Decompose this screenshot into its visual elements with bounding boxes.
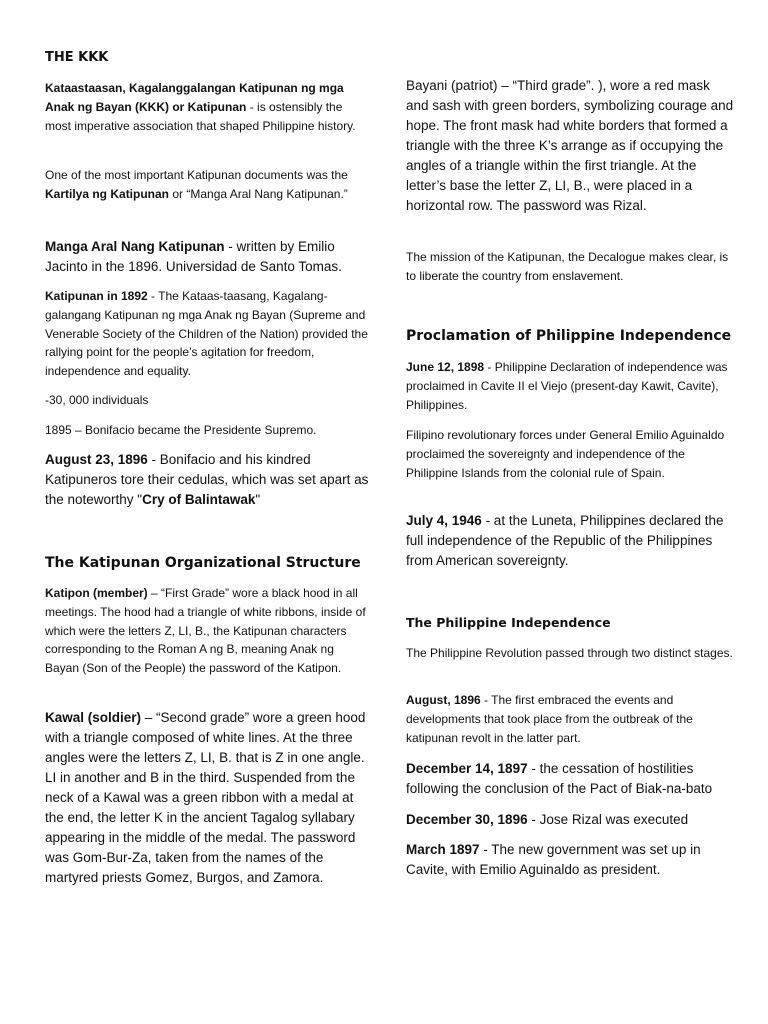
katipon-lead: Katipon (member) — [45, 586, 148, 600]
march-1897-paragraph — [406, 840, 736, 880]
proclamation-heading: Proclamation of Philippine Independence — [406, 328, 732, 344]
december-30-paragraph — [406, 810, 736, 830]
december-14-lead: December 14, 1897 — [406, 761, 528, 776]
mission-paragraph: The mission of the Katipunan, the Decalogue makes clear, is to liberate the country from enslavement. — [406, 250, 729, 283]
kkk-definition-text: - is ostensibly the most imperative association that shaped Philippine history. — [45, 99, 356, 133]
august-1896-lead: August, 1896 — [406, 693, 481, 707]
july-4-lead: July 4, 1946 — [406, 513, 482, 528]
katipon-text: – “First Grade” wore a black hood in all meetings. The hood had a triangle of white ribbons, inside of which were the letters Z, LI, B., the Katipunan characters corresponding to the Roman A ng B, meaning Anak ng Bayan (Son of the People) the password of the Katipon. — [45, 586, 366, 676]
manga-aral-lead: Manga Aral Nang Katipunan — [45, 239, 225, 254]
kawal-paragraph — [45, 708, 370, 888]
cry-date-lead: August 23, 1896 — [45, 452, 148, 467]
kkk-definition-paragraph — [45, 79, 370, 135]
kartilya-paragraph — [45, 166, 370, 204]
june-12-lead: June 12, 1898 — [406, 360, 485, 374]
bayani-paragraph: Bayani (patriot) – “Third grade”. ), wore a red mask and sash with green borders, symbolizing courage and hope. The front mask had white borders that formed a triangle with the three K’s arrange as if occupying the angles of a triangle within the first triangle. At the letter’s base the letter Z, LI, B., were placed in a horizontal row. The password was Rizal. — [406, 78, 734, 213]
march-1897-lead: March 1897 — [406, 842, 480, 857]
july-4-paragraph — [406, 511, 736, 571]
march-1897-text: - The new government was set up in Cavite, with Emilio Aguinaldo as president. — [406, 842, 701, 877]
cry-post: " — [255, 492, 261, 507]
kawal-lead: Kawal (soldier) — [45, 710, 142, 725]
august-1896-text: - The first embraced the events and developments that took place from the outbreak of the katipunan revolt in the latter part. — [406, 693, 693, 745]
december-14-paragraph — [406, 759, 736, 799]
katipon-paragraph — [45, 584, 370, 678]
kawal-text: – “Second grade” wore a green hood with a triangle composed of white lines. At the three angles were the letters Z, LI, B. that is Z in one angle. LI in another and B in the third. Suspended from the neck of a Kawal was a green ribbon with a medal at the end, the letter K in the ancient Tagalog syllabary appearing in the middle of the medal. The password was Gom-Bur-Za, taken from the names of the martyred priests Gomez, Burgos, and Zamora. — [45, 710, 366, 885]
december-30-text: - Jose Rizal was executed — [527, 812, 689, 827]
december-30-lead: December 30, 1896 — [406, 812, 528, 827]
kartilya-post: or “Manga Aral Nang Katipunan.” — [169, 186, 348, 201]
december-14-text: - the cessation of hostilities following the conclusion of the Pact of Biak-na-bato — [406, 761, 713, 796]
august-1896-paragraph — [406, 691, 736, 747]
kkk-definition-lead: Kataastaasan, Kagalanggalangan Katipunan ng mga Anak ng Bayan (KKK) or Katipunan — [45, 81, 344, 114]
june-12-text: - Philippine Declaration of independence was proclaimed in Cavite II el Viejo (present-day Kawit, Cavite), Philippines. — [406, 360, 728, 412]
cry-text: - Bonifacio and his kindred Katipuneros tore their cedulas, which was set apart as the noteworthy " — [45, 452, 369, 507]
katipunan-1892-text: - The Kataas-taasang, Kagalang-galangang Katipunan ng mga Anak ng Bayan (Supreme and Venerable Society of the Children of the Nation) provided the rallying point for the people’s agitation for freedom, independence and equality. — [45, 289, 368, 379]
org-structure-heading: The Katipunan Organizational Structure — [45, 555, 361, 571]
kartilya-pre: One of the most important Katipunan documents was the — [45, 168, 348, 182]
cry-bold: Cry of Balintawak — [142, 492, 256, 507]
june-12-paragraph — [406, 358, 736, 414]
kkk-title: THE KKK — [45, 50, 109, 65]
manga-aral-text: - written by Emilio Jacinto in the 1896. Universidad de Santo Tomas. — [45, 239, 342, 274]
katipunan-1892-lead: Katipunan in 1892 — [45, 289, 148, 303]
cry-of-balintawak-paragraph — [45, 450, 370, 510]
katipunan-1892-paragraph — [45, 287, 370, 381]
july-4-text: - at the Luneta, Philippines declared the full independence of the Republic of the Philippines from American sovereignty. — [406, 513, 724, 568]
manga-aral-paragraph — [45, 237, 370, 277]
aguinaldo-forces-paragraph: Filipino revolutionary forces under General Emilio Aguinaldo proclaimed the sovereignty and independence of the Philippine Islands from the colonial rule of Spain. — [406, 428, 725, 480]
presidente-supremo-paragraph: 1895 – Bonifacio became the Presidente Supremo. — [45, 423, 317, 437]
two-stages-paragraph: The Philippine Revolution passed through two distinct stages. — [406, 646, 733, 660]
kartilya-bold: Kartilya ng Katipunan — [45, 186, 170, 201]
philippine-independence-heading: The Philippine Independence — [406, 615, 611, 630]
members-count-paragraph: -30, 000 individuals — [45, 393, 149, 407]
